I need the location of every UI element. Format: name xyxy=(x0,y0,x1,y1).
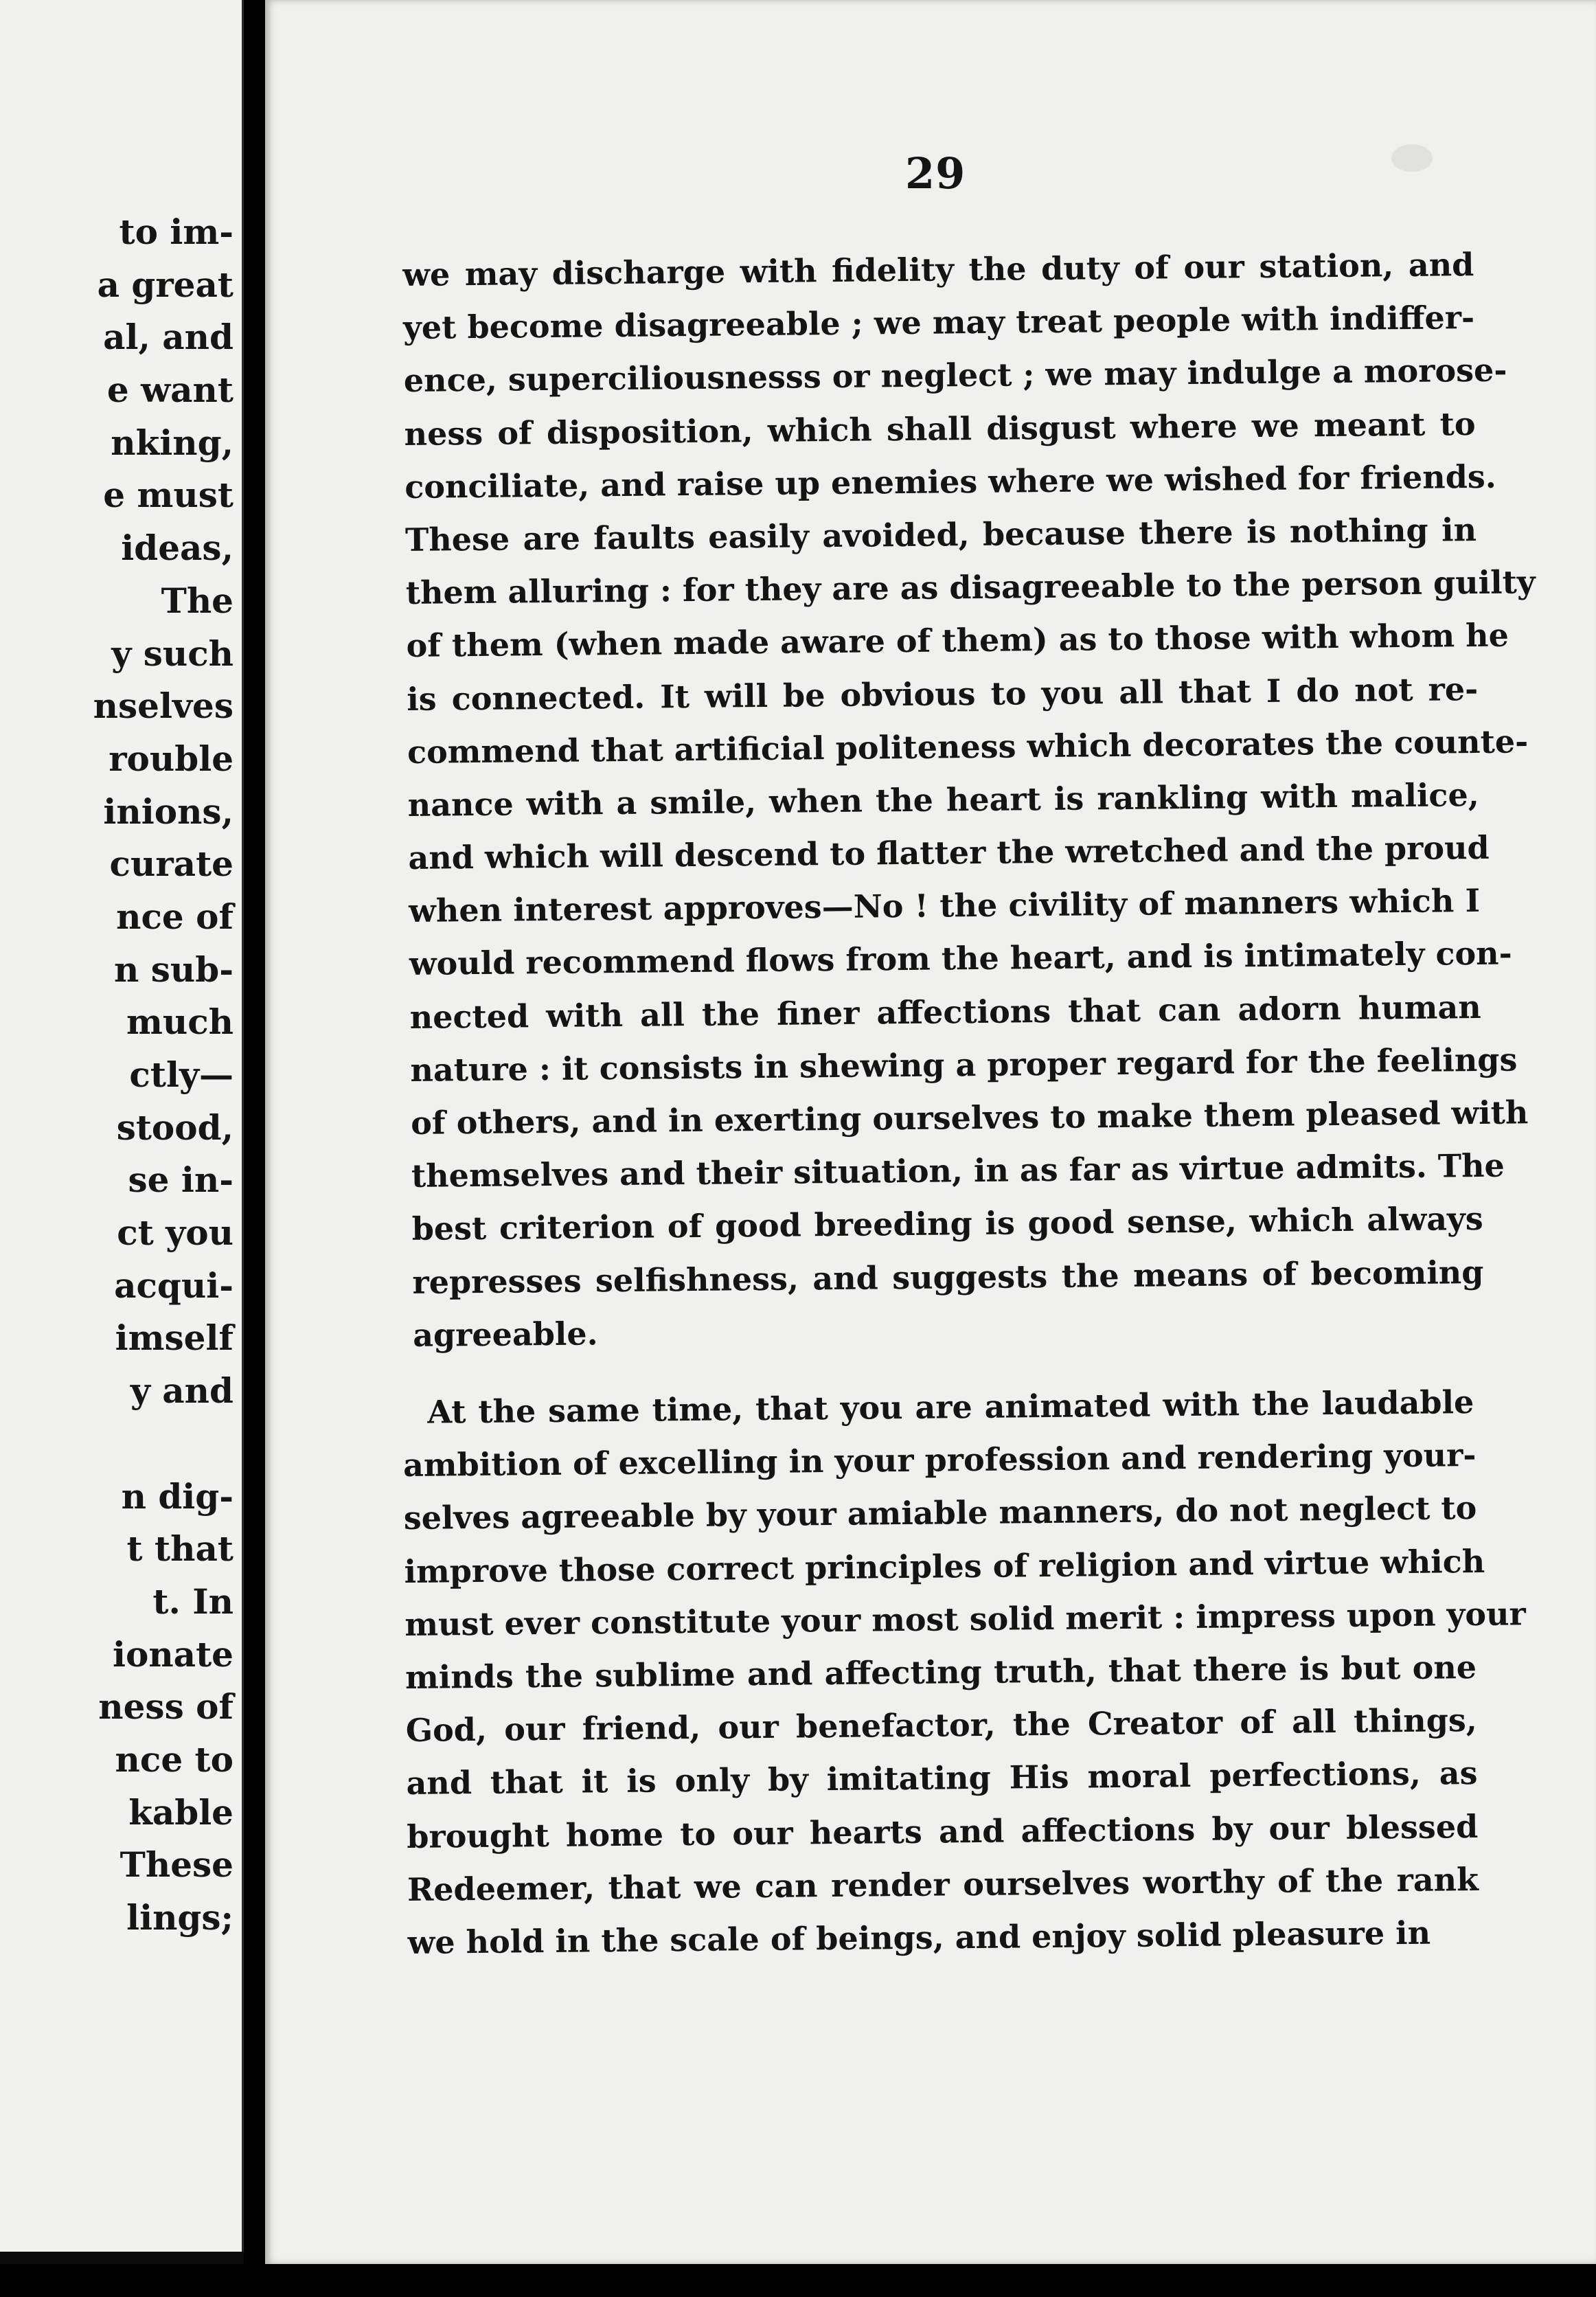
text-line: would recommend flows from the heart, and is intimately con- xyxy=(409,934,1512,983)
left-page xyxy=(0,0,244,2252)
left-fragment-line: The xyxy=(161,580,233,621)
left-fragment-line: ideas, xyxy=(121,528,233,569)
text-line: best criterion of good breeding is good sense, which always xyxy=(411,1200,1483,1248)
text-line: must ever constitute your most solid merit : impress upon your xyxy=(404,1595,1526,1643)
left-page-text-fragments xyxy=(93,206,233,1945)
text-line: themselves and their situation, in as far as virtue admits. The xyxy=(411,1146,1505,1195)
text-line: them alluring : for they are as disagreeable to the person guilty xyxy=(405,563,1536,612)
text-line: These are faults easily avoided, because there is nothing in xyxy=(404,510,1477,558)
text-line: At the same time, that you are animated with the laudable xyxy=(427,1383,1474,1431)
text-line: brought home to our hearts and affections by our blessed xyxy=(407,1807,1479,1855)
left-fragment-line: n dig- xyxy=(121,1475,233,1517)
text-line: ness of disposition, which shall disgust where we meant to xyxy=(404,405,1476,453)
left-fragment-line: ness of xyxy=(98,1686,233,1728)
left-fragment-line: These xyxy=(119,1844,233,1886)
text-line: minds the sublime and affecting truth, that there is but one xyxy=(404,1648,1477,1696)
text-line: when interest approves—No ! the civility of manners which I xyxy=(408,882,1481,930)
left-fragment-line: se in- xyxy=(128,1159,233,1201)
book-gutter xyxy=(244,0,265,2297)
text-line: and which will descend to flatter the wretched and the proud xyxy=(408,828,1490,877)
left-fragment-line: acqui- xyxy=(114,1265,233,1306)
left-fragment-line: nce to xyxy=(115,1739,233,1780)
left-fragment-line: ionate xyxy=(112,1633,233,1675)
left-fragment-line: rouble xyxy=(109,738,233,779)
left-fragment-line: al, and xyxy=(103,317,233,358)
left-fragment-line: stood, xyxy=(116,1107,233,1148)
text-line: nected with all the finer affections that can adorn human xyxy=(409,988,1481,1036)
left-fragment-line: inions, xyxy=(103,791,233,832)
paragraph-1 xyxy=(402,238,1536,1362)
text-line: commend that artificial politeness which decorates the counte- xyxy=(407,722,1529,771)
text-line: conciliate, and raise up enemies where we wished for friends. xyxy=(404,457,1497,506)
text-line: ambition of excelling in your profession and rendering your- xyxy=(402,1436,1477,1484)
left-fragment-line: ctly— xyxy=(129,1054,233,1095)
left-fragment-line: imself xyxy=(115,1317,233,1359)
left-fragment-line: y and xyxy=(130,1370,233,1412)
text-line: of them (when made aware of them) as to those with whom he xyxy=(406,616,1509,665)
text-line: Redeemer, that we can render ourselves worthy of the rank xyxy=(407,1860,1479,1908)
left-fragment-line: t that xyxy=(126,1528,233,1570)
left-fragment-line: to im- xyxy=(119,212,233,252)
text-line: improve those correct principles of religion and virtue which xyxy=(404,1542,1485,1590)
text-line: we hold in the scale of beings, and enjoy solid pleasure in xyxy=(407,1914,1431,1961)
left-fragment-line: curate xyxy=(109,844,233,885)
paper-smudge xyxy=(1391,144,1433,172)
left-fragment-line: nselves xyxy=(93,686,233,727)
left-fragment-line: y such xyxy=(111,633,233,674)
left-fragment-line: kable xyxy=(128,1791,233,1833)
left-fragment-line: a great xyxy=(97,264,233,305)
page-number: 29 xyxy=(905,148,966,199)
text-line: we may discharge with fidelity the duty of our station, and xyxy=(402,246,1474,293)
text-line: yet become disagreeable ; we may treat people with indiffer- xyxy=(402,299,1475,347)
left-fragment-line: much xyxy=(126,1002,233,1043)
left-fragment-line: n sub- xyxy=(114,949,233,990)
left-fragment-line xyxy=(93,1418,233,1471)
text-line: God, our friend, our benefactor, the Creator of all things, xyxy=(405,1701,1477,1750)
left-fragment-line: t. In xyxy=(152,1581,233,1622)
left-fragment-line: nking, xyxy=(111,422,233,463)
left-fragment-line: e must xyxy=(103,475,233,516)
text-line: ence, superciliousnesss or neglect ; we may indulge a morose- xyxy=(403,351,1507,400)
text-line: is connected. It will be obvious to you all that I do not re- xyxy=(407,670,1479,718)
text-line: agreeable. xyxy=(412,1315,598,1354)
text-line: selves agreeable by your amiable manners, do not neglect to xyxy=(403,1489,1477,1537)
scan-bottom-edge xyxy=(0,2264,1596,2297)
text-line: of others, and in exerting ourselves to make them pleased with xyxy=(410,1094,1529,1142)
left-fragment-line: e want xyxy=(106,370,233,411)
paragraph-2 xyxy=(402,1376,1526,1969)
left-fragment-line: ct you xyxy=(117,1212,233,1254)
left-fragment-line: nce of xyxy=(116,896,233,937)
text-line: and that it is only by imitating His moral perfections, as xyxy=(406,1754,1478,1802)
left-fragment-line: lings; xyxy=(126,1897,233,1938)
text-line: represses selfishness, and suggests the means of becoming xyxy=(412,1253,1484,1301)
text-line: nature : it consists in shewing a proper regard for the feelings xyxy=(410,1041,1518,1089)
text-line: nance with a smile, when the heart is rankling with malice, xyxy=(407,776,1479,824)
